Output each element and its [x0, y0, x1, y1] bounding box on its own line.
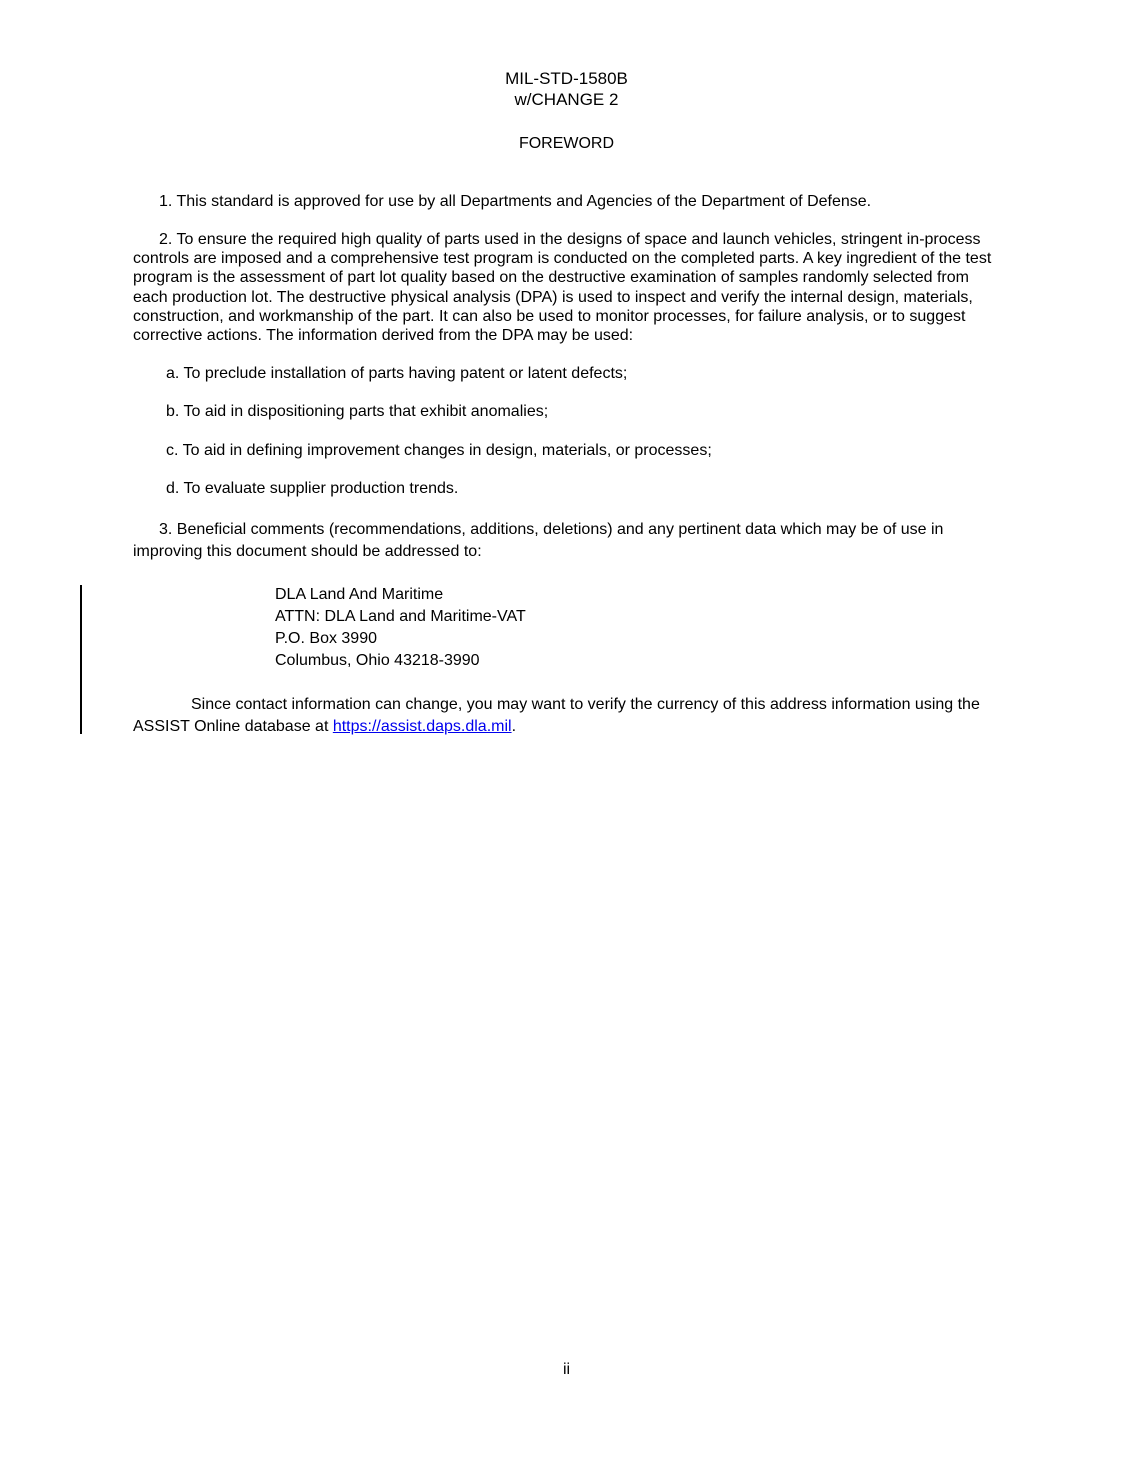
list-item-b: b. To aid in dispositioning parts that exhibit anomalies;: [166, 403, 549, 420]
paragraph-3-text: 3. Beneficial comments (recommendations, additions, deletions) and any pertinent data which may be of use in improving this document should be addressed to:: [133, 521, 944, 560]
section-title: FOREWORD: [518, 135, 615, 152]
address-line-3: P.O. Box 3990: [275, 630, 377, 647]
address-line-4: Columbus, Ohio 43218-3990: [275, 652, 480, 669]
paragraph-2: [133, 230, 1001, 345]
assist-online-link[interactable]: https://assist.daps.dla.mil: [332, 718, 512, 735]
contact-note-suffix: .: [511, 718, 517, 735]
address-line-1: DLA Land And Maritime: [275, 586, 444, 603]
page-number: ii: [562, 1361, 571, 1378]
change-bar: [80, 585, 82, 734]
list-item-c: c. To aid in defining improvement changes in design, materials, or processes;: [166, 442, 712, 459]
paragraph-1: [133, 192, 1001, 211]
document-id: MIL-STD-1580B: [505, 69, 628, 88]
list-item-a: a. To preclude installation of parts having patent or latent defects;: [166, 365, 628, 382]
list-item-d: d. To evaluate supplier production trends.: [166, 480, 459, 497]
contact-note: [133, 694, 1001, 738]
paragraph-2-text: 2. To ensure the required high quality of parts used in the designs of space and launch vehicles, stringent in-process controls are imposed and a comprehensive test program is conducted on the completed parts. A key ingredient of the test program is the assessment of part lot quality based on the destructive examination of samples randomly selected from each production lot. The destructive physical analysis (DPA) is used to inspect and verify the internal design, materials, construction, and workmanship of the part. It can also be used to monitor processes, for failure analysis, or to suggest corrective actions. The information derived from the DPA may be used:: [133, 231, 992, 345]
paragraph-3: [133, 519, 1001, 563]
paragraph-1-text: 1. This standard is approved for use by all Departments and Agencies of the Department of Defense.: [159, 193, 872, 210]
address-line-2: ATTN: DLA Land and Maritime-VAT: [275, 608, 526, 625]
change-label: w/CHANGE 2: [514, 90, 619, 109]
contact-note-text: Since contact information can change, you may want to verify the currency of this address information using the ASSIST Online database at: [133, 696, 980, 735]
